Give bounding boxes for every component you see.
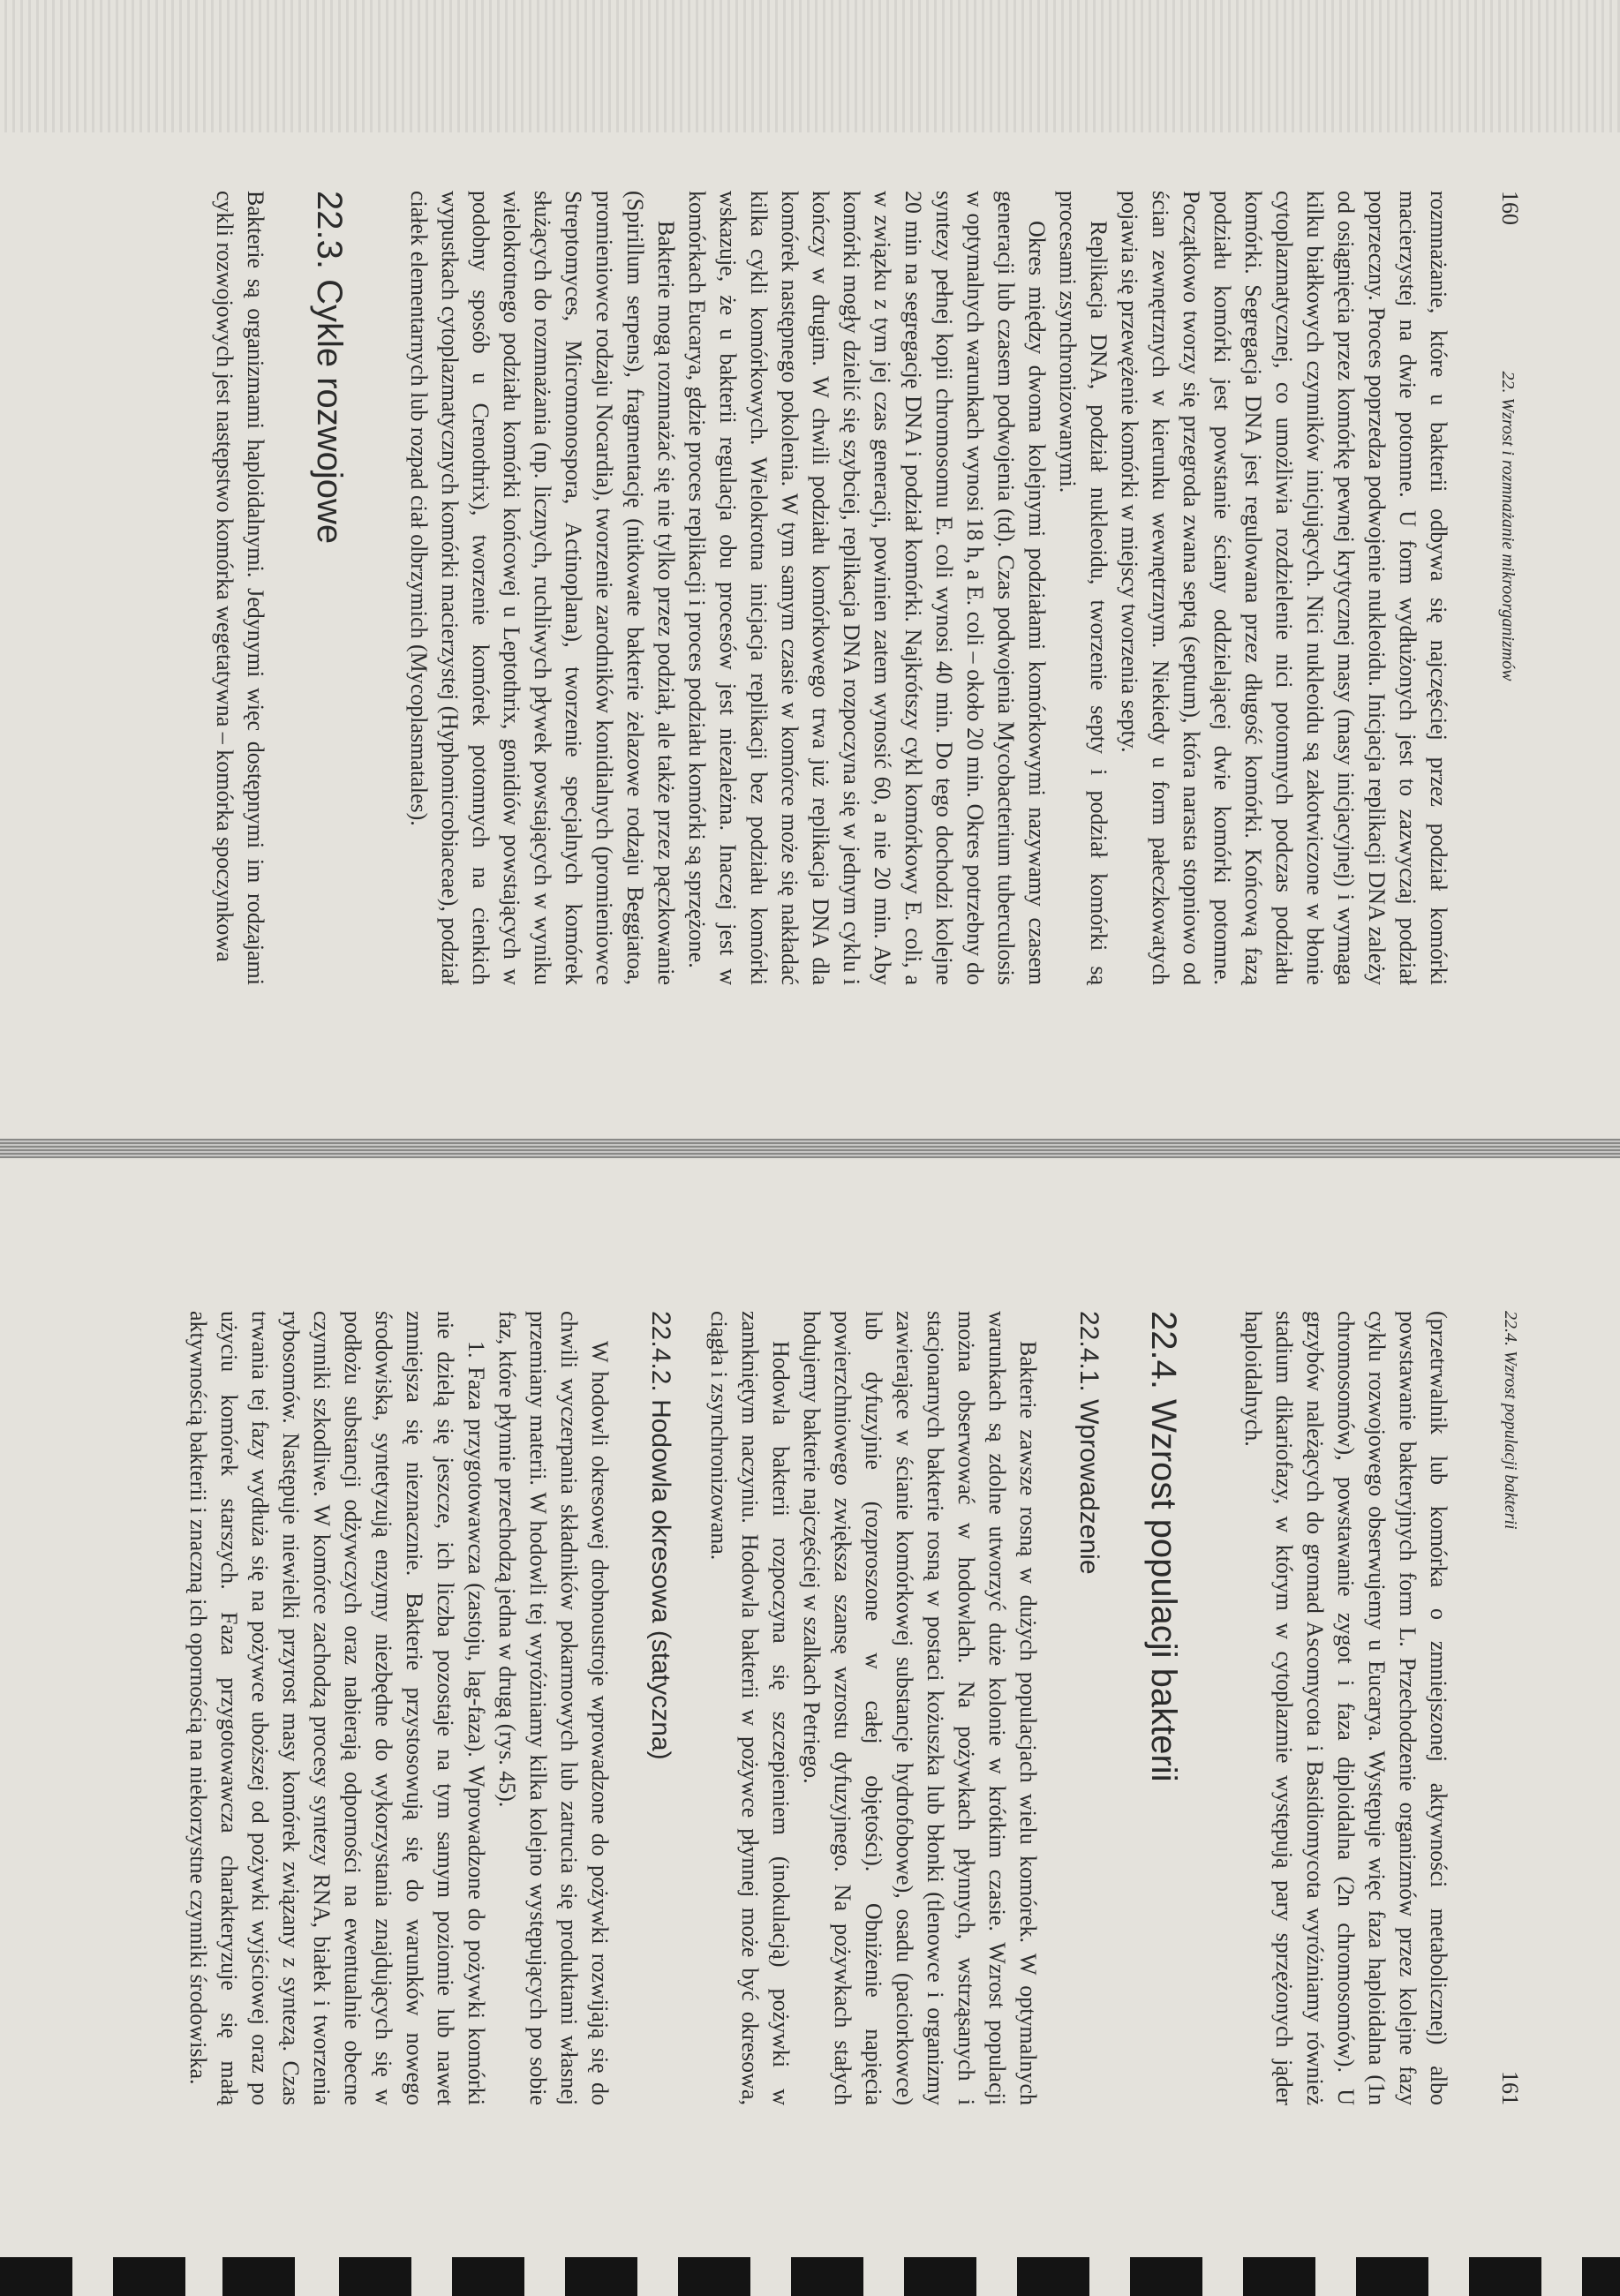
paragraph: Bakterie mogą rozmnażać się nie tylko przez podział, ale także przez pączkowanie (Spirillum serpens), fragmentację (nitkowate bakterie żelazowe rodzaju Beggiatoa, promieniowce rodzaju Nocardia), tworzenie zarodników konidialnych (promieniowce Streptomyces, Micromonospora, Actinoplana), tworzenie specjalnych komórek służących do rozmnażania (np. licznych, ruchliwych pływek powstających w wyniku wielokrotnego podziału komórki końcowej u Leptothrix, gonidiów powstających w podobny sposób u Crenothrix), tworzenie komórek potomnych na cienkich wypustkach cytoplazmatycznych komórki macierzystej (Hyphomicrobiaceae), podział ciałek elementarnych lub rozpad ciał olbrzymich (Mycoplasmatales).: [406, 191, 679, 985]
paragraph: Bakterie zawsze rosną w dużych populacjach wielu komórek. W optymalnych warunkach są zdolne utworzyć duże kolonie w krótkim czasie. Wzrost populacji można obserwować w hodowlach. Na pożywkach płynnych, wstrząsanych i stacjonarnych bakterie rosną w postaci kożuszka lub błonki (tlenowce i organizmy zawierające w ścianie komórkowej substancje hydrofobowe), osadu (paciorkowce) lub dyfuzyjnie (rozproszone w całej objętości). Obniżenie napięcia powierzchniowego zwiększa szansę wzrostu dyfuzyjnego. Na pożywkach stałych hodujemy bakterie najczęściej w szalkach Petriego.: [799, 1311, 1041, 2105]
paragraph: Hodowla bakterii rozpoczyna się szczepieniem (inokulacją) pożywki w zamkniętym naczyniu. Hodowla bakterii w pożywce płynnej może być okresowa, ciągła i zsynchronizowana.: [706, 1311, 794, 2105]
section-heading: 22.3. Cykle rozwojowe: [310, 191, 349, 545]
book-gutter: [0, 1139, 1620, 1158]
scanner-registration-bars: [0, 2257, 1620, 2296]
page-number: 161: [1497, 2071, 1523, 2105]
registration-bar: [1582, 2257, 1620, 2296]
registration-bar: [565, 2257, 637, 2296]
paragraph: Bakterie są organizmami haploidalnymi. Jedynymi więc dostępnymi im rodzajami cykli rozwojowych jest następstwo komórka wegetatywna – komórka spoczynkowa: [212, 191, 268, 985]
registration-bar: [1130, 2257, 1202, 2296]
subsection-heading: 22.4.2. Hodowla okresowa (statyczna): [646, 1311, 675, 1760]
registration-bar: [1469, 2257, 1541, 2296]
registration-bar: [904, 2257, 976, 2296]
registration-bar: [791, 2257, 863, 2296]
registration-bar: [452, 2257, 524, 2296]
right-text-column: [183, 1311, 1454, 2105]
registration-bar: [339, 2257, 411, 2296]
paragraph: 1. Faza przygotowawcza (zastoju, lag-faza). Wprowadzone do pożywki komórki nie dzielą się jeszcze, ich liczba pozostaje na tym samym poziomie lub nawet zmniejsza się nieznacznie. Bakterie przystosowują się do warunków nowego środowiska, syntetyzują enzymy niezbędne do wykorzystania znajdujących się w podłożu substancji odżywczych oraz nabierają odporności na ewentualnie obecne czynniki szkodliwe. W komórce zachodzą procesy syntezy RNA, białek i tworzenia rybosomów. Następuje niewielki przyrost masy komórek związany z syntezą. Czas trwania tej fazy wydłuża się na pożywce uboższej od pożywki wyjściowej oraz po użyciu komórek starszych. Faza przygotowawcza charakteryzuje się małą aktywnością bakterii i znaczną ich opornością na niekorzystne czynniki środowiska.: [185, 1311, 489, 2105]
section-heading: 22.4. Wzrost populacji bakterii: [1144, 1311, 1183, 1782]
registration-bar: [1356, 2257, 1428, 2296]
subsection-heading: 22.4.1. Wprowadzenie: [1074, 1311, 1104, 1575]
left-text-column: [209, 191, 1454, 985]
paragraph: (przetrwalnik lub komórka o zmniejszonej aktywności metabolicznej) albo powstawanie bakteryjnych form L. Przechodzenie organizmów przez kolejne fazy cyklu rozwojowego obserwujemy u Eucarya. Występuje więc faza haploidalna (1n chromosomów), powstawanie zygot i faza diploidalna (2n chromosomów). U grzybów należących do gromad Ascomycota i Basidiomycota wyróżniamy również stadium dikariofazy, w którym w cytoplazmie występują pary sprzężonych jąder haploidalnych.: [1240, 1311, 1451, 2105]
running-title: 22. Wzrost i rozmnażanie mikroorganizmów: [1498, 371, 1518, 681]
running-title: 22.4. Wzrost populacji bakterii: [1501, 1311, 1520, 1530]
left-running-head: [1496, 191, 1523, 681]
right-running-head: [1496, 1311, 1523, 2105]
right-page: [0, 1156, 1620, 2296]
registration-bar: [113, 2257, 185, 2296]
registration-bar: [222, 2257, 295, 2296]
registration-bar: [1017, 2257, 1089, 2296]
left-page: [0, 0, 1620, 1139]
paragraph: Replikacja DNA, podział nukleoidu, tworzenie septy i podział komórki są procesami zsynchronizowanymi.: [1055, 191, 1111, 985]
registration-bar: [1243, 2257, 1315, 2296]
paragraph: rozmnażanie, które u bakterii odbywa się najczęściej przez podział komórki macierzystej na dwie potomne. U form wydłużonych jest to zazwyczaj podział poprzeczny. Proces poprzedza podwojenie nukleoidu. Inicjacja replikacji DNA zależy od osiągnięcia przez komórkę pewnej krytycznej masy (masy inicjacyjnej) i wymaga kilku białkowych czynników inicjujących. Nici nukleoidu są zakotwiczone w błonie cytoplazmatycznej, co umożliwia rozdzielenie nici potomnych podczas podziału komórki. Segregacja DNA jest regulowana przez długość komórki. Końcową fazą podziału komórki jest powstanie ściany oddzielającej dwie komórki potomne. Początkowo tworzy się przegroda zwana septą (septum), która narasta stopniowo od ścian zewnętrznych w kierunku wewnętrznym. Niekiedy u form pałeczkowatych pojawia się przewężenie komórki w miejscy tworzenia septy.: [1117, 191, 1451, 985]
registration-bar: [678, 2257, 750, 2296]
paragraph: W hodowli okresowej drobnoustroje wprowadzone do pożywki rozwijają się do chwili wyczerpania składników pokarmowych lub zatrucia się produktami własnej przemiany materii. W hodowli tej wyróżniamy kilka kolejno występujących po sobie faz, które płynnie przechodzą jedna w drugą (rys. 45).: [494, 1311, 613, 2105]
paragraph: Okres między dwoma kolejnymi podziałami komórkowymi nazywamy czasem generacji lub czasem podwojenia (td). Czas podwojenia Mycobacterium tuberculosis w optymalnych warunkach wynosi 18 h, a E. coli – około 20 min. Okres potrzebny do syntezy pełnej kopii chromosomu E. coli wynosi 40 min. Do tego dochodzi kolejne 20 min na segregację DNA i podział komórki. Najkrótszy cykl komórkowy E. coli, a w związku z tym jej czas generacji, powinien zatem wynosić 60, a nie 20 min. Aby komórki mogły dzielić się szybciej, replikacja DNA rozpoczyna się w jednym cyklu i kończy w drugim. W chwili podziału komórkowego trwa już replikacja DNA dla komórek następnego pokolenia. W tym samym czasie w komórce może się nakładać kilka cykli komórkowych. Wielokrotna inicjacja replikacji bez podziału komórki wskazuje, że u bakterii regulacja obu procesów jest niezależna. Inaczej jest w komórkach Eucarya, gdzie proces replikacji i proces podziału komórki są sprzężone.: [684, 191, 1050, 985]
registration-bar: [0, 2257, 72, 2296]
page-number: 160: [1497, 191, 1523, 225]
